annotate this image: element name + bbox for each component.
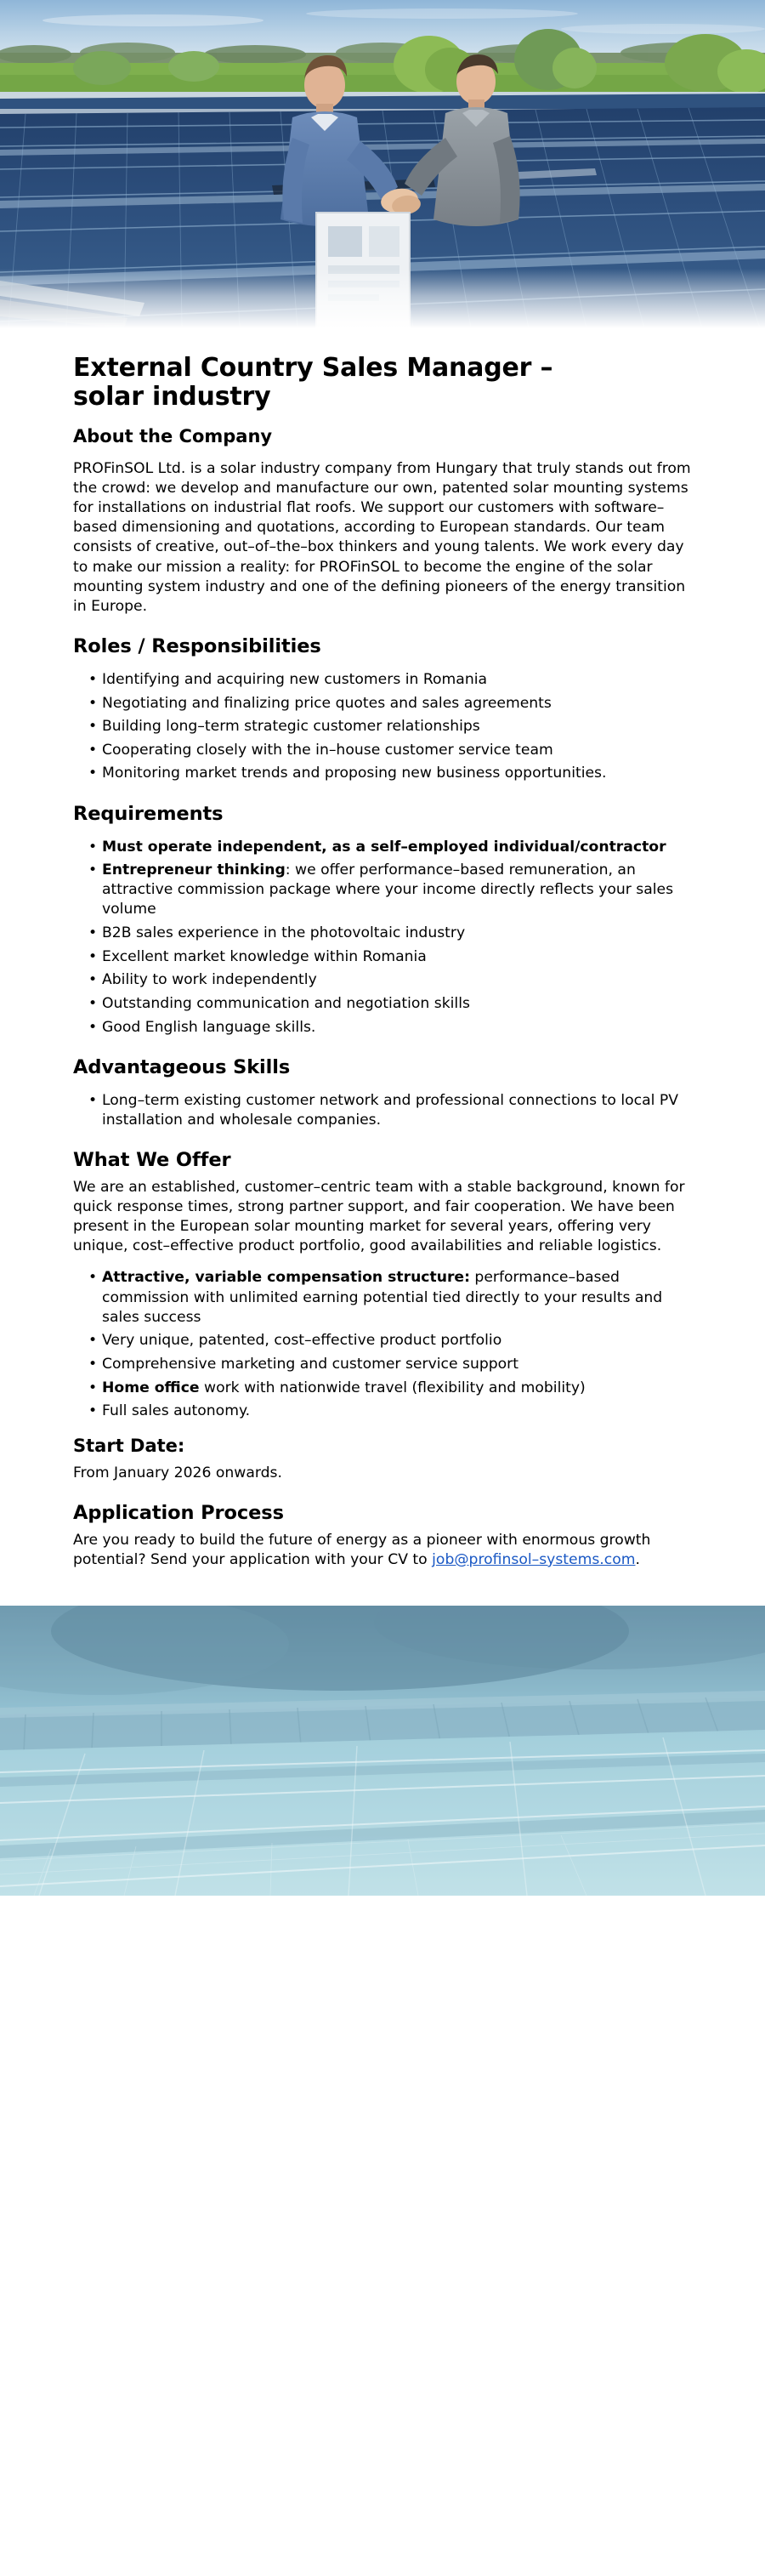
list-item-text: Very unique, patented, cost–effective product portfolio: [102, 1332, 502, 1350]
list-item: • Monitoring market trends and proposing new business opportunities.: [88, 764, 692, 783]
list-item: [88, 1402, 692, 1421]
hero-image: [0, 0, 765, 328]
list-item-text: : we offer performance–based remuneration, an attractive commission package where your income directly reflects your sales volume: [102, 862, 674, 918]
list-item-bold: Home office: [102, 1379, 200, 1396]
list-item: [88, 1379, 692, 1398]
requirements-heading: Requirements: [73, 802, 224, 825]
footer-spacer: [0, 1570, 765, 1606]
list-item: • Long–term existing customer network and professional connections to local PV installation and wholesale companies.: [88, 1091, 692, 1130]
footer-illustration: [0, 1606, 765, 1896]
list-item-text: Excellent market knowledge within Romania: [102, 947, 427, 965]
application-text-before: Are you ready to build the future of energy as a pioneer with enormous growth potential? Send your application with your CV to: [73, 1531, 651, 1568]
list-item: • Building long–term strategic customer relationships: [88, 717, 692, 736]
application-process-text: [73, 1531, 692, 1570]
list-item-text: Comprehensive marketing and customer service support: [102, 1355, 518, 1373]
list-item-text: Good English language skills.: [102, 1018, 316, 1036]
footer-image: [0, 1606, 765, 1896]
application-email-link[interactable]: job@profinsol–systems.com: [432, 1550, 636, 1568]
list-item-text: performance–based commission with unlimited earning potential tied directly to your results and sales success: [102, 1269, 663, 1326]
list-item-text: Full sales autonomy.: [102, 1402, 251, 1420]
what-we-offer-heading: What We Offer: [73, 1148, 231, 1171]
advantageous-skills-list: [73, 1091, 692, 1130]
hero-illustration: [0, 0, 765, 328]
job-content: [0, 328, 765, 1570]
list-item: • Negotiating and finalizing price quotes and sales agreements: [88, 694, 692, 714]
list-item: [88, 838, 692, 857]
application-text-after: .: [635, 1550, 640, 1568]
about-heading: About the Company: [73, 425, 273, 446]
roles-list: [73, 670, 692, 784]
what-we-offer-text: We are an established, customer–centric team with a stable background, known for quick response times, strong partner support, and fair cooperation. We have been present in the European solar mounting market for several years, offering very unique, cost–effective product portfolio, good availabilities and reliable logistics.: [73, 1178, 685, 1255]
about-text: PROFinSOL Ltd. is a solar industry company from Hungary that truly stands out from the crowd: we develop and manufacture our own, patented solar mounting systems for installations on industrial flat roofs. We support our customers with software–based dimensioning and quotations, according to European standards. Our team consists of creative, out–of–the–box thinkers and young talents. We work every day to make our mission a reality: for PROFinSOL to become the engine of the solar mounting system industry and one of the defining pioneers of the energy transition in Europe.: [73, 459, 691, 615]
page-title: [73, 354, 692, 412]
list-item: [88, 970, 692, 990]
job-title-line-1: External Country Sales Manager –: [73, 353, 553, 383]
list-item-bold: Must operate independent, as a self–employed individual/contractor: [102, 838, 666, 856]
list-item-text: B2B sales experience in the photovoltaic industry: [102, 924, 466, 942]
list-item: [88, 1268, 692, 1327]
list-item-bold: Attractive, variable compensation structure:: [102, 1269, 470, 1287]
start-date-heading: Start Date:: [73, 1436, 185, 1457]
list-item: [88, 994, 692, 1014]
start-date-text: From January 2026 onwards.: [73, 1464, 282, 1481]
list-item: [88, 1331, 692, 1351]
list-item-text: Outstanding communication and negotiation skills: [102, 994, 470, 1012]
what-we-offer-list: [73, 1268, 692, 1421]
list-item: • Cooperating closely with the in–house customer service team: [88, 741, 692, 760]
list-item-text: work with nationwide travel (flexibility and mobility): [199, 1379, 586, 1396]
requirements-list: [73, 838, 692, 1038]
list-item: [88, 947, 692, 967]
list-item: [88, 1355, 692, 1374]
application-process-heading: Application Process: [73, 1501, 284, 1524]
list-item: [88, 924, 692, 943]
list-item: • Identifying and acquiring new customers in Romania: [88, 670, 692, 690]
list-item: [88, 1018, 692, 1038]
advantageous-skills-heading: Advantageous Skills: [73, 1055, 291, 1078]
list-item: [88, 861, 692, 919]
job-title-line-2: solar industry: [73, 381, 271, 412]
list-item-text: Ability to work independently: [102, 971, 317, 989]
plan-board: [316, 213, 410, 328]
roles-heading: Roles / Responsibilities: [73, 634, 321, 657]
list-item-bold: Entrepreneur thinking: [102, 862, 286, 879]
